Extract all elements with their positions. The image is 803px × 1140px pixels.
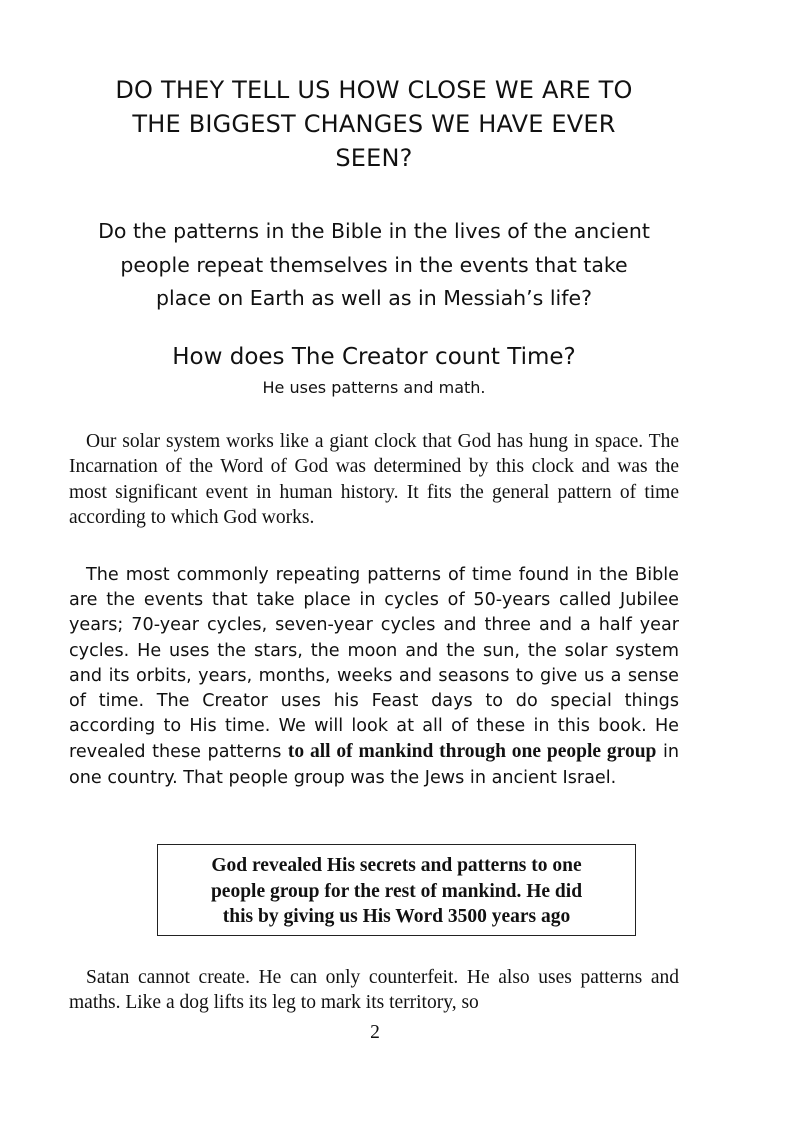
paragraph-text-after: in one country. That people group was the Jews in ancient Israel. <box>69 742 680 788</box>
paragraph-time-patterns <box>69 563 679 791</box>
callout-box <box>157 844 636 936</box>
subtitle-line-1: Do the patterns in the Bible in the lives of the ancient <box>98 219 650 243</box>
page-subtitle <box>40 215 708 316</box>
title-line-1: DO THEY TELL US HOW CLOSE WE ARE TO <box>115 76 633 104</box>
paragraph-text-before: The most commonly repeating patterns of time found in the Bible are the events that take place in cycles of 50-years called Jubilee years; 70-year cycles, seven-year cycles and three and a half year cycles. He uses the stars, the moon and the sun, the solar system and its orbits, years, months, weeks and seasons to give us a sense of time. The Creator uses his Feast days to do special things according to His time. We will look at all of these in this book. He revealed these patterns <box>69 565 679 763</box>
section-subheading: He uses patterns and math. <box>262 378 486 397</box>
subtitle-line-3: place on Earth as well as in Messiah’s life? <box>156 286 592 310</box>
callout-line-3: this by giving us His Word 3500 years ago <box>222 906 571 927</box>
section-heading: How does The Creator count Time? <box>172 344 576 370</box>
paragraph-bold-phrase: to all of mankind through one people group <box>287 741 657 763</box>
subtitle-line-2: people repeat themselves in the events that take <box>120 252 628 277</box>
paragraph-solar-clock: Our solar system works like a giant clock that God has hung in space. The Incarnation of the Word of God was determined by this clock and was the most significant event in human history. It fits the general pattern of time according to which God works. <box>69 431 679 528</box>
callout-line-1: God revealed His secrets and patterns to one <box>211 855 582 876</box>
callout-line-2: people group for the rest of mankind. He did <box>210 880 583 902</box>
title-line-3: SEEN? <box>335 144 413 172</box>
page-number: 2 <box>370 1022 380 1043</box>
title-line-2: THE BIGGEST CHANGES WE HAVE EVER <box>132 110 616 138</box>
page-title <box>60 73 688 175</box>
paragraph-satan-counterfeit: Satan cannot create. He can only counterfeit. He also uses patterns and maths. Like a dog lifts its leg to mark its territory, so <box>69 967 679 1014</box>
